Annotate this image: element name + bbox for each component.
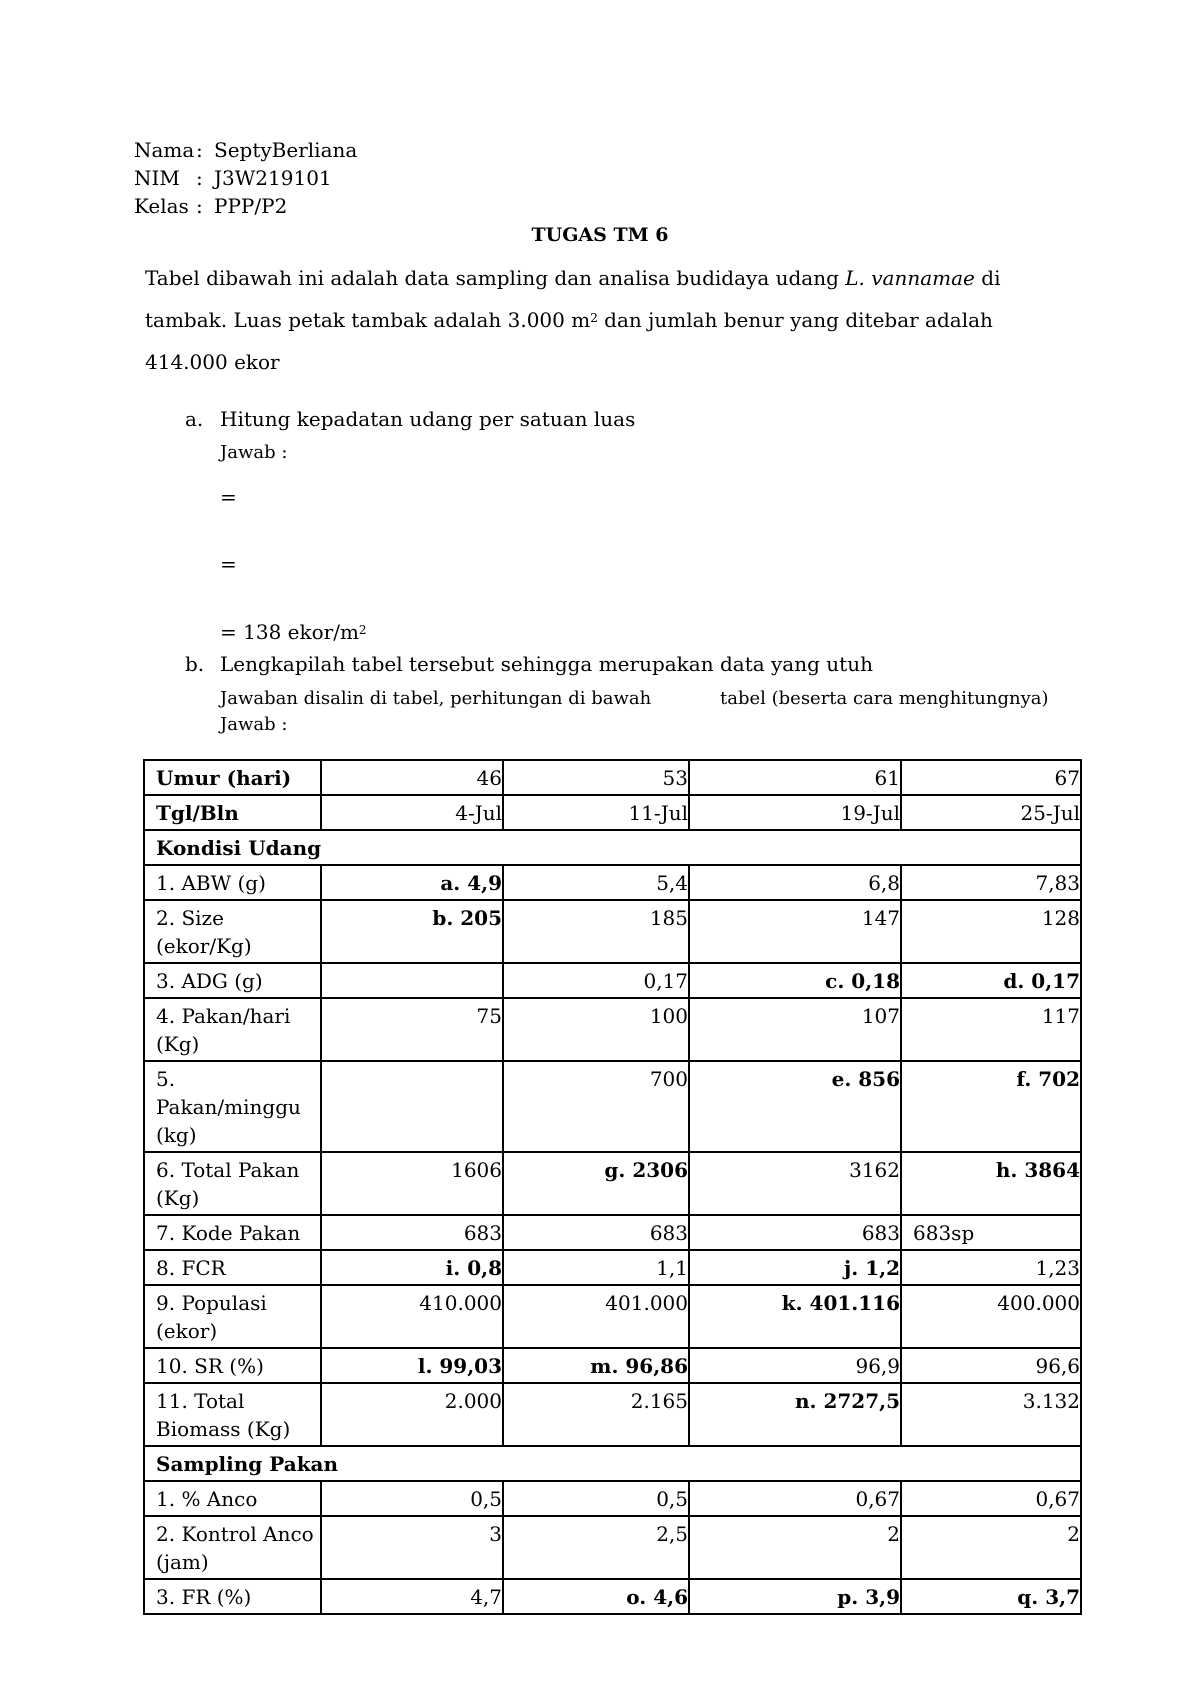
table-cell: d. 0,17 (901, 963, 1081, 998)
table-cell: 683 (503, 1215, 689, 1250)
data-table (143, 759, 1082, 1615)
table-row (144, 1579, 1081, 1614)
table-cell: 2.165 (503, 1383, 689, 1446)
question-b-note-2: tabel (beserta cara menghitungnya) (720, 688, 1049, 709)
table-cell: a. 4,9 (321, 865, 503, 900)
equation-line-2: = (220, 552, 237, 576)
table-cell: q. 3,7 (901, 1579, 1081, 1614)
table-row (144, 1285, 1081, 1348)
table-cell: 11-Jul (503, 795, 689, 830)
table-cell: 67 (901, 760, 1081, 795)
table-row (144, 1061, 1081, 1152)
table-cell: 185 (503, 900, 689, 963)
intro-text: di (974, 266, 1001, 290)
intro-text: Tabel dibawah ini adalah data sampling dan analisa budidaya udang (145, 266, 846, 290)
row-label: 3. ADG (g) (144, 963, 321, 998)
question-a-marker: a. (185, 407, 204, 431)
table-cell: 4-Jul (321, 795, 503, 830)
question-b-text: Lengkapilah tabel tersebut sehingga merupakan data yang utuh (220, 652, 873, 676)
table-cell: 0,67 (901, 1481, 1081, 1516)
table-cell (321, 1061, 503, 1152)
table-cell: 410.000 (321, 1285, 503, 1348)
colon: : (196, 138, 203, 162)
table-cell: h. 3864 (901, 1152, 1081, 1215)
table-cell: 53 (503, 760, 689, 795)
row-label: 6. Total Pakan (Kg) (144, 1152, 321, 1215)
table-cell: l. 99,03 (321, 1348, 503, 1383)
table-cell: 0,5 (503, 1481, 689, 1516)
section-row (144, 1446, 1081, 1481)
table-cell: 75 (321, 998, 503, 1061)
question-a-jawab: Jawab : (220, 442, 288, 463)
table-row (144, 1152, 1081, 1215)
intro-line-1 (145, 265, 1000, 291)
table-cell: c. 0,18 (689, 963, 901, 998)
intro-line-3: 414.000 ekor (145, 350, 280, 374)
row-label: 11. Total Biomass (Kg) (144, 1383, 321, 1446)
table-cell: 683 (321, 1215, 503, 1250)
equation-result (220, 619, 367, 645)
table-row (144, 1383, 1081, 1446)
table-cell: 4,7 (321, 1579, 503, 1614)
row-label: 1. % Anco (144, 1481, 321, 1516)
table-cell: p. 3,9 (689, 1579, 901, 1614)
table-row (144, 900, 1081, 963)
question-b-marker: b. (185, 652, 205, 676)
row-label: 2. Kontrol Anco (jam) (144, 1516, 321, 1579)
table-cell: 683 (689, 1215, 901, 1250)
section-heading: Kondisi Udang (144, 830, 1081, 865)
table-cell: 683sp (901, 1215, 1081, 1250)
table-cell: 700 (503, 1061, 689, 1152)
header-nim (134, 165, 332, 191)
row-label: 2. Size (ekor/Kg) (144, 900, 321, 963)
table-row (144, 1215, 1081, 1250)
table-cell: 2 (901, 1516, 1081, 1579)
table-cell: 61 (689, 760, 901, 795)
row-label: 8. FCR (144, 1250, 321, 1285)
kelas-label: Kelas (134, 194, 189, 218)
row-label: 10. SR (%) (144, 1348, 321, 1383)
result-text: = 138 ekor/m (220, 620, 359, 644)
table-cell: 0,5 (321, 1481, 503, 1516)
table-cell: 401.000 (503, 1285, 689, 1348)
table-cell (321, 963, 503, 998)
row-label: 9. Populasi (ekor) (144, 1285, 321, 1348)
page-title: TUGAS TM 6 (531, 224, 669, 246)
table-cell: 96,6 (901, 1348, 1081, 1383)
table-cell: k. 401.116 (689, 1285, 901, 1348)
row-label: 5. Pakan/minggu (kg) (144, 1061, 321, 1152)
header-nama (134, 137, 357, 163)
table-row (144, 760, 1081, 795)
table-cell: n. 2727,5 (689, 1383, 901, 1446)
table-row (144, 963, 1081, 998)
table-row (144, 1250, 1081, 1285)
table-cell: 46 (321, 760, 503, 795)
superscript: 2 (590, 311, 598, 325)
table-cell: 2.000 (321, 1383, 503, 1446)
table-row (144, 865, 1081, 900)
table-cell: 2 (689, 1516, 901, 1579)
table-cell: o. 4,6 (503, 1579, 689, 1614)
table-cell: 0,67 (689, 1481, 901, 1516)
species-name: L. vannamae (845, 266, 975, 290)
table-cell: 2,5 (503, 1516, 689, 1579)
row-label: 1. ABW (g) (144, 865, 321, 900)
table-cell: 0,17 (503, 963, 689, 998)
superscript: 2 (358, 623, 367, 637)
table-cell: f. 702 (901, 1061, 1081, 1152)
table-cell: 147 (689, 900, 901, 963)
table-cell: 7,83 (901, 865, 1081, 900)
equation-line-1: = (220, 485, 237, 509)
nama-label: Nama (134, 138, 195, 162)
table-row (144, 998, 1081, 1061)
nama-value: SeptyBerliana (214, 138, 358, 162)
nim-label: NIM (134, 166, 180, 190)
table-cell: j. 1,2 (689, 1250, 901, 1285)
table-cell: b. 205 (321, 900, 503, 963)
table-cell: 5,4 (503, 865, 689, 900)
section-row (144, 830, 1081, 865)
table-row (144, 795, 1081, 830)
table-cell: i. 0,8 (321, 1250, 503, 1285)
table-cell: 100 (503, 998, 689, 1061)
table-cell: 3.132 (901, 1383, 1081, 1446)
table-cell: 6,8 (689, 865, 901, 900)
table-cell: 96,9 (689, 1348, 901, 1383)
question-a-text: Hitung kepadatan udang per satuan luas (220, 407, 636, 431)
kelas-value: PPP/P2 (214, 194, 288, 218)
section-heading: Sampling Pakan (144, 1446, 1081, 1481)
table-cell: 117 (901, 998, 1081, 1061)
table-row (144, 1516, 1081, 1579)
intro-text: tambak. Luas petak tambak adalah 3.000 m (145, 308, 591, 332)
intro-line-2 (145, 307, 993, 333)
table-row (144, 1481, 1081, 1516)
intro-text: dan jumlah benur yang ditebar adalah (597, 308, 993, 332)
row-label: 4. Pakan/hari (Kg) (144, 998, 321, 1061)
table-cell: 3 (321, 1516, 503, 1579)
table-cell: m. 96,86 (503, 1348, 689, 1383)
row-label: Umur (hari) (144, 760, 321, 795)
table-cell: 1,23 (901, 1250, 1081, 1285)
table-cell: 107 (689, 998, 901, 1061)
table-cell: e. 856 (689, 1061, 901, 1152)
colon: : (196, 194, 203, 218)
question-b-jawab: Jawab : (220, 714, 288, 735)
row-label: 3. FR (%) (144, 1579, 321, 1614)
table-cell: 3162 (689, 1152, 901, 1215)
table-row (144, 1348, 1081, 1383)
header-kelas (134, 193, 287, 219)
question-b-note-1: Jawaban disalin di tabel, perhitungan di bawah (220, 688, 652, 709)
table-cell: 25-Jul (901, 795, 1081, 830)
nim-value: J3W219101 (214, 166, 332, 190)
table-cell: 400.000 (901, 1285, 1081, 1348)
table-cell: 1,1 (503, 1250, 689, 1285)
colon: : (196, 166, 203, 190)
row-label: 7. Kode Pakan (144, 1215, 321, 1250)
table-cell: 1606 (321, 1152, 503, 1215)
row-label: Tgl/Bln (144, 795, 321, 830)
table-cell: 128 (901, 900, 1081, 963)
table-cell: 19-Jul (689, 795, 901, 830)
table-cell: g. 2306 (503, 1152, 689, 1215)
